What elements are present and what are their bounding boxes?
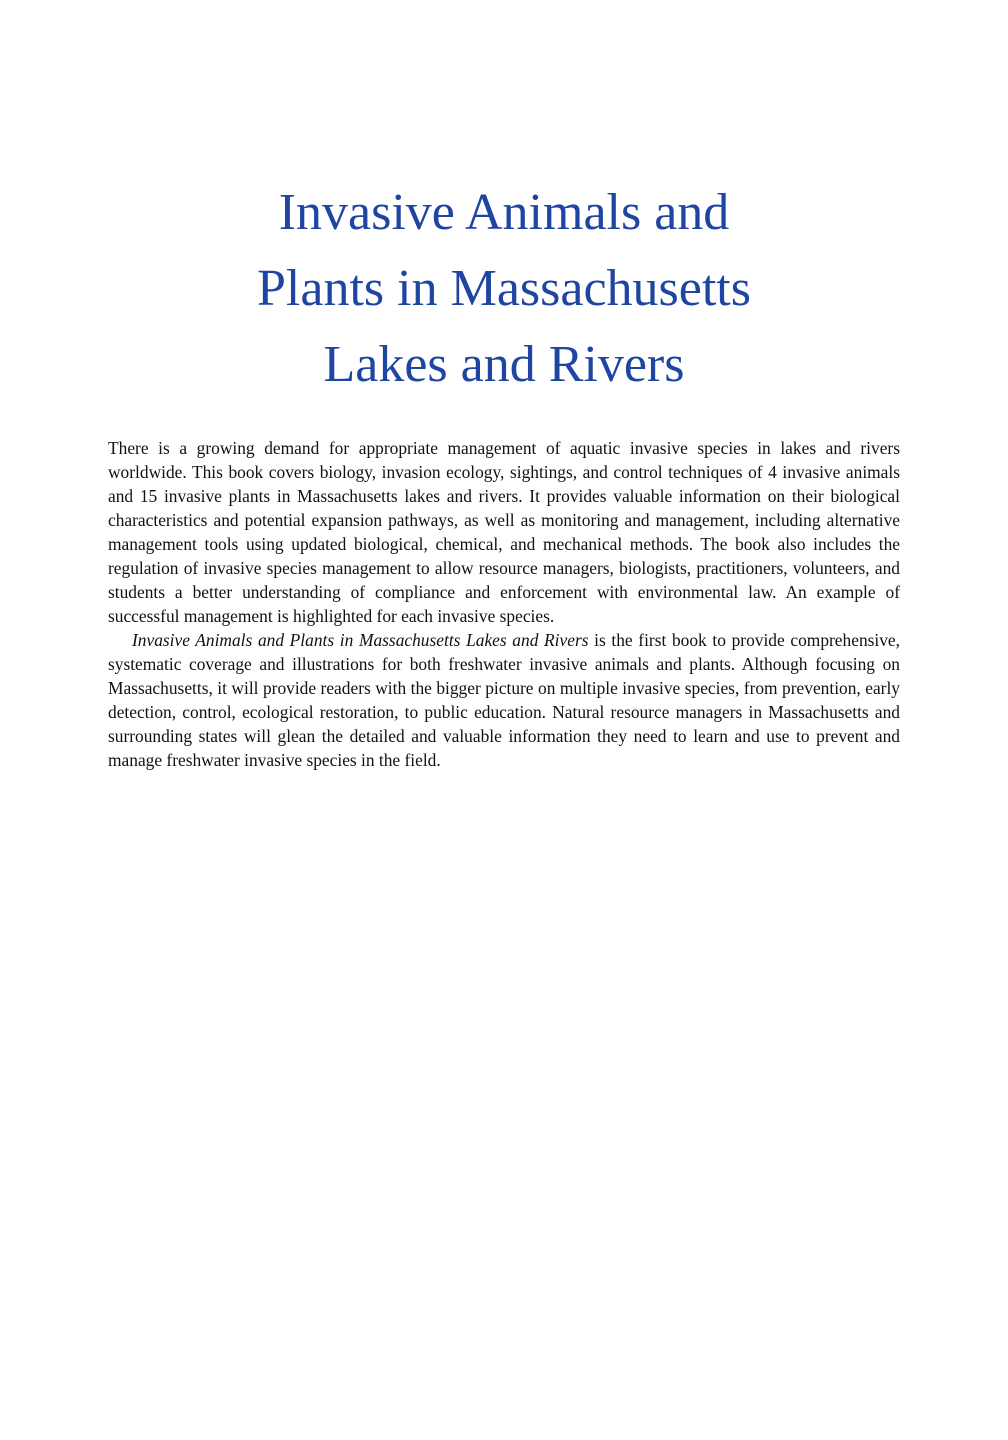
book-title-italic: Invasive Animals and Plants in Massachusetts Lakes and Rivers (132, 630, 589, 650)
book-title-line-1: Invasive Animals and (278, 184, 730, 241)
book-description (108, 436, 900, 772)
description-paragraph-2 (108, 628, 900, 772)
book-title-line-2: Plants in Massachusetts (257, 260, 751, 317)
book-title-line-3: Lakes and Rivers (323, 336, 685, 393)
description-paragraph-2-text: is the first book to provide comprehensive, systematic coverage and illustrations for both freshwater invasive animals and plants. Although focusing on Massachusetts, it will provide readers with the bigger picture on multiple invasive species, from prevention, early detection, control, ecological restoration, to public education. Natural resource managers in Massachusetts and surrounding states will glean the detailed and valuable information they need to learn and use to prevent and manage freshwater invasive species in the field. (108, 630, 900, 770)
book-title (0, 175, 1008, 403)
description-paragraph-1: There is a growing demand for appropriate management of aquatic invasive species in lakes and rivers worldwide. This book covers biology, invasion ecology, sightings, and control techniques of 4 invasive animals and 15 invasive plants in Massachusetts lakes and rivers. It provides valuable information on their biological characteristics and potential expansion pathways, as well as monitoring and management, including alternative management tools using updated biological, chemical, and mechanical methods. The book also includes the regulation of invasive species management to allow resource managers, biologists, practitioners, volunteers, and students a better understanding of compliance and enforcement with environmental law. An example of successful management is highlighted for each invasive species. (108, 438, 900, 626)
